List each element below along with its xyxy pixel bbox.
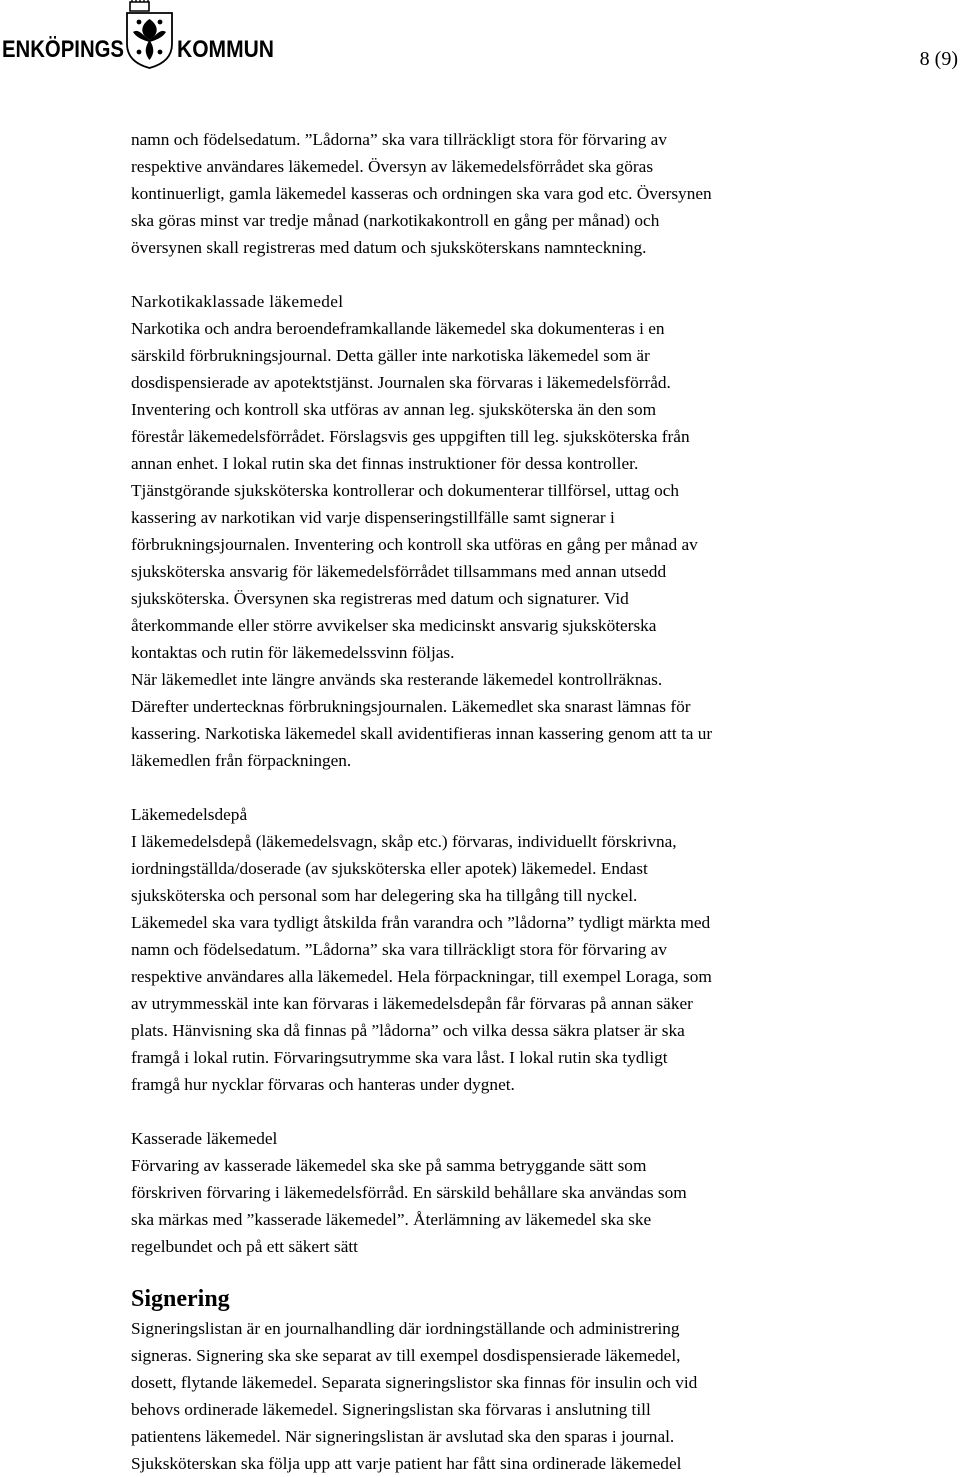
text-line: Signeringslistan är en journalhandling där iordningställande och administrering bbox=[131, 1319, 680, 1338]
section-heading: Kasserade läkemedel bbox=[131, 1129, 278, 1148]
section-narkotikaklassade bbox=[131, 288, 921, 774]
text-line: översynen skall registreras med datum och sjuksköterskans namnteckning. bbox=[131, 238, 647, 257]
text-line: Förvaring av kasserade läkemedel ska ske på samma betryggande sätt som bbox=[131, 1156, 647, 1175]
text-line: återkommande eller större avvikelser ska medicinskt ansvarig sjuksköterska bbox=[131, 616, 657, 635]
page-header bbox=[0, 0, 960, 90]
text-line: kassering av narkotikan vid varje dispenseringstillfälle samt signerar i bbox=[131, 508, 615, 527]
text-line: Tjänstgörande sjuksköterska kontrollerar och dokumenterar tillförsel, uttag och bbox=[131, 481, 680, 500]
text-line: Läkemedel ska vara tydligt åtskilda från varandra och ”lådorna” tydligt märkta med bbox=[131, 913, 711, 932]
text-line: förbrukningsjournalen. Inventering och kontroll ska utföras en gång per månad av bbox=[131, 535, 698, 554]
document-body bbox=[131, 126, 921, 1477]
text-line: respektive användares läkemedel. Översyn av läkemedelsförrådet ska göras bbox=[131, 157, 654, 176]
section-heading: Narkotikaklassade läkemedel bbox=[131, 292, 344, 311]
section-kasserade bbox=[131, 1125, 921, 1260]
text-line: Sjuksköterskan ska följa upp att varje patient har fått sina ordinerade läkemedel bbox=[131, 1454, 682, 1473]
text-line: förestår läkemedelsförrådet. Förslagsvis ges uppgiften till leg. sjuksköterska från bbox=[131, 427, 690, 446]
section-signering bbox=[131, 1283, 921, 1477]
text-line: regelbundet och på ett säkert sätt bbox=[131, 1237, 358, 1256]
text-line: kontaktas och rutin för läkemedelssvinn följas. bbox=[131, 643, 455, 662]
section-paragraph bbox=[131, 1152, 921, 1260]
text-line: namn och födelsedatum. ”Lådorna” ska vara tillräckligt stora för förvaring av bbox=[131, 130, 667, 149]
text-line: När läkemedlet inte längre används ska resterande läkemedel kontrollräknas. bbox=[131, 670, 663, 689]
text-line: sjuksköterska. Översynen ska registreras med datum och signaturer. Vid bbox=[131, 589, 629, 608]
text-line: sjuksköterska ansvarig för läkemedelsförrådet tillsammans med annan utsedd bbox=[131, 562, 667, 581]
text-line: Narkotika och andra beroendeframkallande läkemedel ska dokumenteras i en bbox=[131, 319, 665, 338]
text-line: Därefter undertecknas förbrukningsjournalen. Läkemedlet ska snarast lämnas för bbox=[131, 697, 691, 716]
text-line: behovs ordinerade läkemedel. Signeringslistan ska förvaras i anslutning till bbox=[131, 1400, 651, 1419]
section-paragraph bbox=[131, 315, 921, 774]
logo-text-right: KOMMUN bbox=[177, 36, 274, 63]
text-line: plats. Hänvisning ska då finnas på ”lådorna” och vilka dessa säkra platser är ska bbox=[131, 1021, 685, 1040]
text-line: av utrymmesskäl inte kan förvaras i läkemedelsdepån får förvaras på annan säker bbox=[131, 994, 693, 1013]
text-line: läkemedlen från förpackningen. bbox=[131, 751, 352, 770]
section-lakemedelsdepa bbox=[131, 801, 921, 1098]
text-line: Inventering och kontroll ska utföras av annan leg. sjuksköterska än den som bbox=[131, 400, 657, 419]
text-line: I läkemedelsdepå (läkemedelsvagn, skåp etc.) förvaras, individuellt förskrivna, bbox=[131, 832, 677, 851]
page-number: 8 (9) bbox=[919, 48, 958, 70]
text-line: kontinuerligt, gamla läkemedel kasseras och ordningen ska vara god etc. Översynen bbox=[131, 184, 712, 203]
section-paragraph bbox=[131, 828, 921, 1098]
text-line: dosett, flytande läkemedel. Separata signeringslistor ska finnas för insulin och vid bbox=[131, 1373, 698, 1392]
text-line: sjuksköterska och personal som har delegering ska ha tillgång till nyckel. bbox=[131, 886, 638, 905]
coat-of-arms-icon bbox=[127, 0, 172, 68]
text-line: framgå hur nycklar förvaras och hanteras under dygnet. bbox=[131, 1075, 515, 1094]
section-paragraph bbox=[131, 1315, 921, 1477]
text-line: ska märkas med ”kasserade läkemedel”. Återlämning av läkemedel ska ske bbox=[131, 1210, 652, 1229]
section-heading: Läkemedelsdepå bbox=[131, 805, 248, 824]
text-line: förskriven förvaring i läkemedelsförråd. En särskild behållare ska användas som bbox=[131, 1183, 687, 1202]
text-line: respektive användares alla läkemedel. Hela förpackningar, till exempel Loraga, som bbox=[131, 967, 712, 986]
text-line: signeras. Signering ska ske separat av till exempel dosdispensierade läkemedel, bbox=[131, 1346, 681, 1365]
intro-paragraph bbox=[131, 126, 921, 261]
text-line: namn och födelsedatum. ”Lådorna” ska vara tillräckligt stora för förvaring av bbox=[131, 940, 667, 959]
text-line: dosdispensierade av apotektstjänst. Journalen ska förvaras i läkemedelsförråd. bbox=[131, 373, 671, 392]
logo-text-left: ENKÖPINGS bbox=[2, 36, 124, 63]
section-heading: Signering bbox=[131, 1286, 230, 1312]
text-line: kassering. Narkotiska läkemedel skall avidentifieras innan kassering genom att ta ur bbox=[131, 724, 713, 743]
text-line: annan enhet. I lokal rutin ska det finnas instruktioner för dessa kontroller. bbox=[131, 454, 639, 473]
text-line: iordningställda/doserade (av sjuksköterska eller apotek) läkemedel. Endast bbox=[131, 859, 648, 878]
text-line: patientens läkemedel. När signeringslistan är avslutad ska den sparas i journal. bbox=[131, 1427, 675, 1446]
text-line: särskild förbrukningsjournal. Detta gäller inte narkotiska läkemedel som är bbox=[131, 346, 650, 365]
text-line: framgå i lokal rutin. Förvaringsutrymme ska vara låst. I lokal rutin ska tydligt bbox=[131, 1048, 668, 1067]
enkopings-kommun-logo bbox=[2, 0, 274, 70]
text-line: ska göras minst var tredje månad (narkotikakontroll en gång per månad) och bbox=[131, 211, 660, 230]
